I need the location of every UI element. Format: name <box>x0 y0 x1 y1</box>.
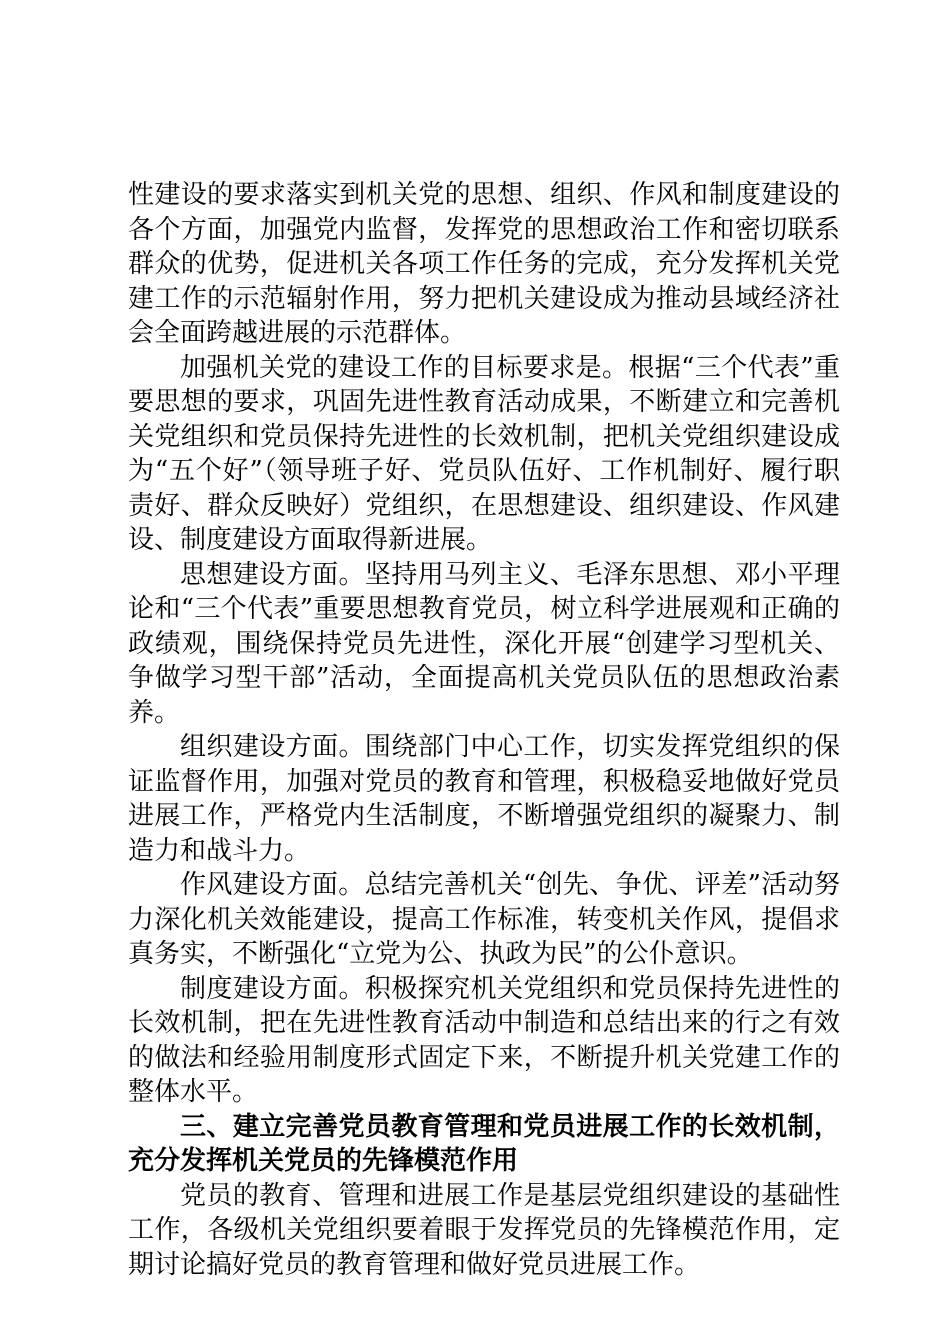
paragraph-organizational-building: 组织建设方面。围绕部门中心工作，切实发挥党组织的保证监督作用，加强对党员的教育和管理，积极稳妥地做好党员进展工作，严格党内生活制度，不断增强党组织的凝聚力、制造力和战斗力。 <box>128 732 840 866</box>
paragraph-style-building: 作风建设方面。总结完善机关“创先、争优、评差”活动努力深化机关效能建设，提高工作标准，转变机关作风，提倡求真务实，不断强化“立党为公、执政为民”的公仆意识。 <box>128 870 840 969</box>
paragraph-system-building: 制度建设方面。积极探究机关党组织和党员保持先进性的长效机制，把在先进性教育活动中制造和总结出来的行之有效的做法和经验用制度形式固定下来，不断提升机关党建工作的整体水平。 <box>128 973 840 1107</box>
paragraph-ideological-building: 思想建设方面。坚持用马列主义、毛泽东思想、邓小平理论和“三个代表”重要思想教育党员，树立科学进展观和正确的政绩观，围绕保持党员先进性，深化开展“创建学习型机关、争做学习型干部”活动，全面提高机关党员队伍的思想政治素养。 <box>128 559 840 728</box>
paragraph-member-education: 党员的教育、管理和进展工作是基层党组织建设的基础性工作，各级机关党组织要着眼于发挥党员的先锋模范作用，定期讨论搞好党员的教育管理和做好党员进展工作。 <box>128 1180 840 1280</box>
document-body <box>128 178 840 1282</box>
paragraph-goal-requirements: 加强机关党的建设工作的目标要求是。根据“三个代表”重要思想的要求，巩固先进性教育活动成果，不断建立和完善机关党组织和党员保持先进性的长效机制，把机关党组织建设成为“五个好”（领导班子好、党员队伍好、工作机制好、履行职责好、群众反映好）党组织，在思想建设、组织建设、作风建设、制度建设方面取得新进展。 <box>128 352 840 555</box>
section-heading: 三、建立完善党员教育管理和党员进展工作的长效机制，充分发挥机关党员的先锋模范作用 <box>128 1111 840 1176</box>
paragraph-continuation: 性建设的要求落实到机关党的思想、组织、作风和制度建设的各个方面，加强党内监督，发挥党的思想政治工作和密切联系群众的优势，促进机关各项工作任务的完成，充分发挥机关党建工作的示范辐射作用，努力把机关建设成为推动县域经济社会全面跨越进展的示范群体。 <box>128 180 840 348</box>
